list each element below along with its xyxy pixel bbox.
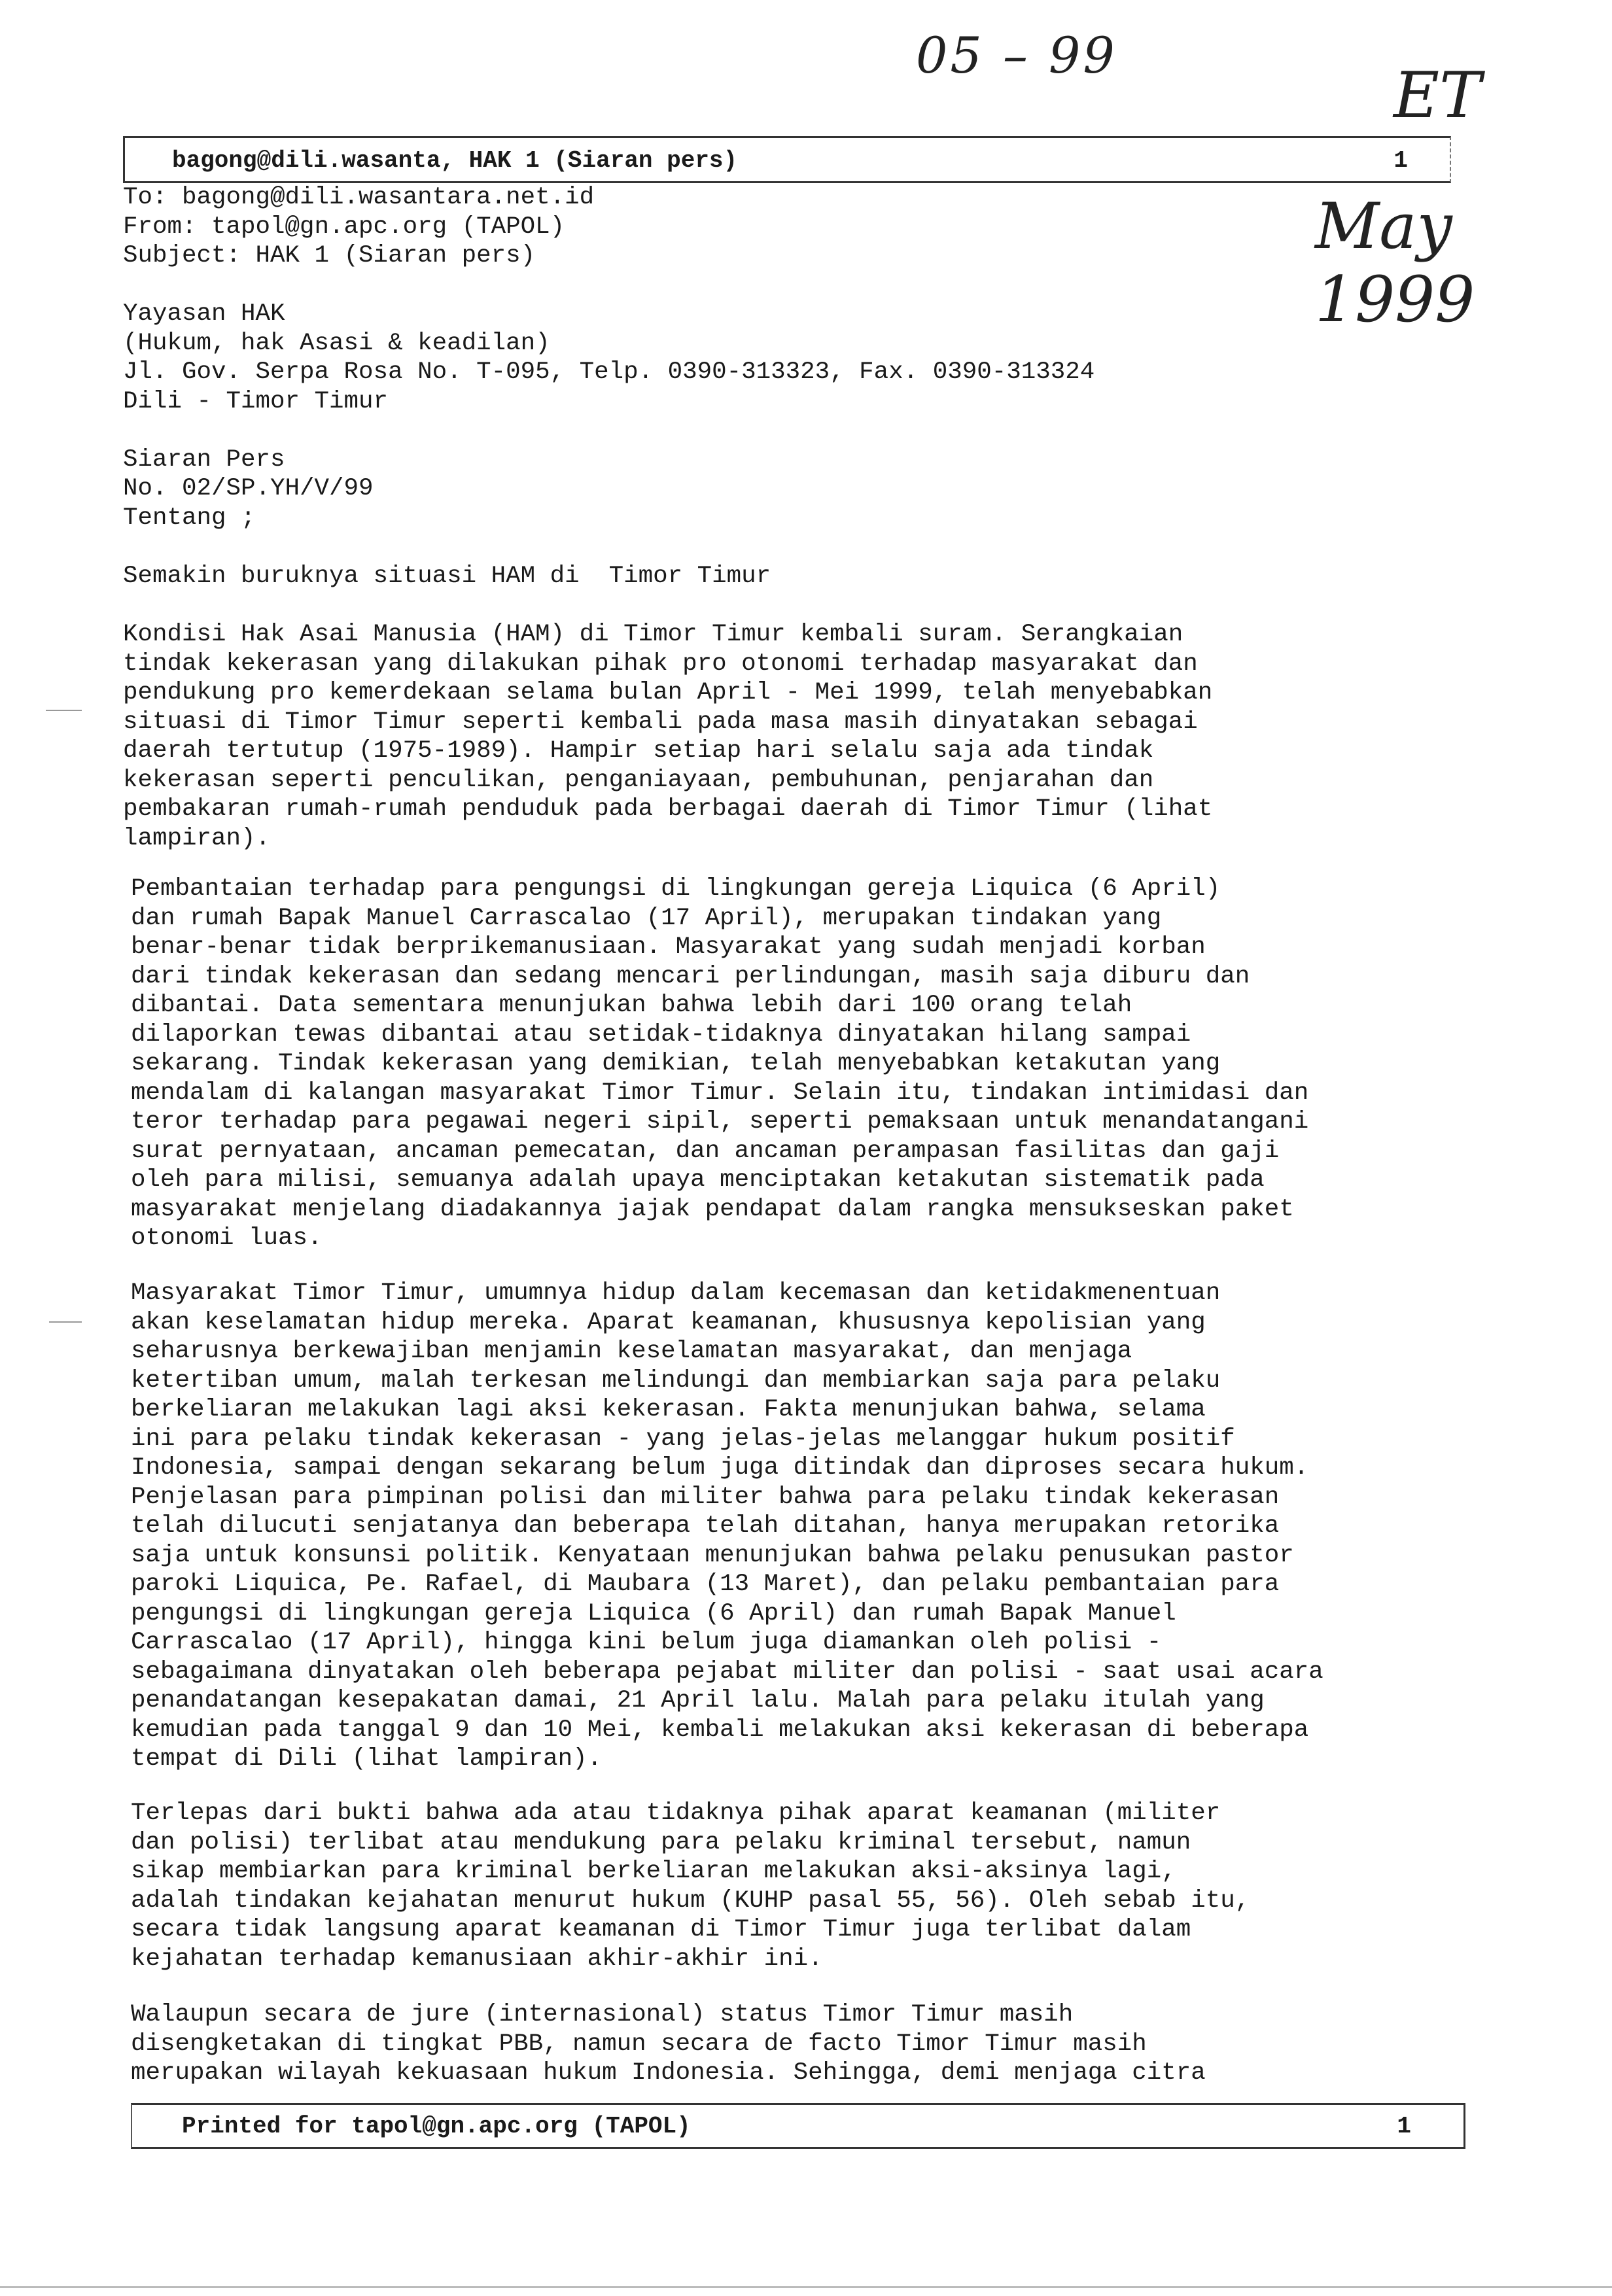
org-fullname: (Hukum, hak Asasi & keadilan) (123, 330, 550, 357)
handwritten-date: May 1999 (1315, 190, 1475, 336)
printout-header (123, 136, 1451, 183)
release-about: Tentang ; (123, 504, 256, 532)
release-label: Siaran Pers (123, 446, 285, 474)
release-title: Semakin buruknya situasi HAM di Timor Timur (123, 563, 771, 590)
org-address: Jl. Gov. Serpa Rosa No. T-095, Telp. 0390-313323, Fax. 0390-313324 (123, 358, 1095, 386)
org-name: Yayasan HAK (123, 300, 285, 328)
footer-page-number: 1 (1397, 2113, 1411, 2140)
paragraph-2: Pembantaian terhadap para pengungsi di lingkungan gereja Liquica (6 April) dan rumah Bapak Manuel Carrascalao (17 April), merupakan tindakan yang benar-benar tidak berprikemanusiaan. Masyarakat yang sudah menjadi korban dari tindak kekerasan dan sedang mencari perlindungan, masih saja diburu dan dibantai. Data sementara menunjukan bahwa lebih dari 100 orang telah dilaporkan tewas dibantai atau setidak-tidaknya dinyatakan hilang sampai sekarang. Tindak kekerasan yang demikian, telah menyebabkan ketakutan yang mendalam di kalangan masyarakat Timor Timur. Selain itu, tindakan intimidasi dan teror terhadap para pegawai negeri sipil, seperti pemaksaan untuk menandatangani surat pernyataan, ancaman pemecatan, dan ancaman perampasan fasilitas dan gaji oleh para milisi, semuanya adalah upaya menciptakan ketakutan sistematik pada masyarakat menjelang diadakannya jajak pendapat dalam rangka mensukseskan paket otonomi luas. (131, 875, 1309, 1252)
email-subject: Subject: HAK 1 (Siaran pers) (123, 242, 536, 270)
org-city: Dili - Timor Timur (123, 388, 389, 415)
paragraph-3: Masyarakat Timor Timur, umumnya hidup dalam kecemasan dan ketidakmenentuan akan keselamatan hidup mereka. Aparat keamanan, khususnya kepolisian yang seharusnya berkewajiban menjamin keselamatan masyarakat, dan menjaga ketertiban umum, malah terkesan melindungi dan membiarkan saja para pelaku berkeliaran melakukan lagi aksi kekerasan. Fakta menunjukan bahwa, selama ini para pelaku tindak kekerasan - yang jelas-jelas melanggar hukum positif Indonesia, sampai dengan sekarang belum juga ditindak dan diproses secara hukum. Penjelasan para pimpinan polisi dan militer bahwa para pelaku tindak kekerasan telah dilucuti senjatanya dan beberapa telah ditahan, hanya merupakan retorika saja untuk konsunsi politik. Kenyataan menunjukan bahwa pelaku penusukan pastor paroki Liquica, Pe. Rafael, di Maubara (13 Maret), dan pelaku pembantaian para pengungsi di lingkungan gereja Liquica (6 April) dan rumah Bapak Manuel Carrascalao (17 April), hingga kini belum juga diamankan oleh polisi - sebagaimana dinyatakan oleh beberapa pejabat militer dan polisi - saat usai acara penandatangan kesepakatan damai, 21 April lalu. Malah para pelaku itulah yang kemudian pada tanggal 9 dan 10 Mei, kembali melakukan aksi kekerasan di beberapa tempat di Dili (lihat lampiran). (131, 1279, 1323, 1773)
handwritten-code: 05 – 99 (916, 26, 1117, 84)
email-to: To: bagong@dili.wasantara.net.id (123, 184, 595, 211)
paragraph-1: Kondisi Hak Asai Manusia (HAM) di Timor Timur kembali suram. Serangkaian tindak kekerasan yang dilakukan pihak pro otonomi terhadap masyarakat dan pendukung pro kemerdekaan selama bulan April - Mei 1999, telah menyebabkan situasi di Timor Timur seperti kembali pada masa masih dinyatakan sebagai daerah tertutup (1975-1989). Hampir setiap hari selalu saja ada tindak kekerasan seperti penculikan, penganiayaan, pembuhunan, penjarahan dan pembakaran rumah-rumah penduduk pada berbagai daerah di Timor Timur (lihat lampiran). (123, 621, 1213, 852)
release-number: No. 02/SP.YH/V/99 (123, 475, 374, 502)
header-page-number: 1 (1393, 147, 1408, 174)
paragraph-4: Terlepas dari bukti bahwa ada atau tidaknya pihak aparat keamanan (militer dan polisi) terlibat atau mendukung para pelaku kriminal tersebut, namun sikap membiarkan para kriminal berkeliaran melakukan aksi-aksinya lagi, adalah tindakan kejahatan menurut hukum (KUHP pasal 55, 56). Oleh sebab itu, secara tidak langsung aparat keamanan di Timor Timur juga terlibat dalam kejahatan terhadap kemanusiaan akhir-akhir ini. (131, 1800, 1250, 1973)
email-from: From: tapol@gn.apc.org (TAPOL) (123, 213, 565, 241)
header-title: bagong@dili.wasanta, HAK 1 (Siaran pers) (172, 147, 738, 174)
printout-footer (131, 2103, 1465, 2149)
footer-title: Printed for tapol@gn.apc.org (TAPOL) (182, 2113, 691, 2140)
scan-edge-line (0, 2286, 1612, 2288)
scan-mark (49, 1321, 82, 1323)
scan-mark (46, 710, 82, 711)
paragraph-5: Walaupun secara de jure (internasional) status Timor Timur masih disengketakan di tingkat PBB, namun secara de facto Timor Timur masih merupakan wilayah kekuasaan hukum Indonesia. Sehingga, demi menjaga citra (131, 2001, 1206, 2087)
handwritten-initials: ET (1393, 59, 1482, 132)
